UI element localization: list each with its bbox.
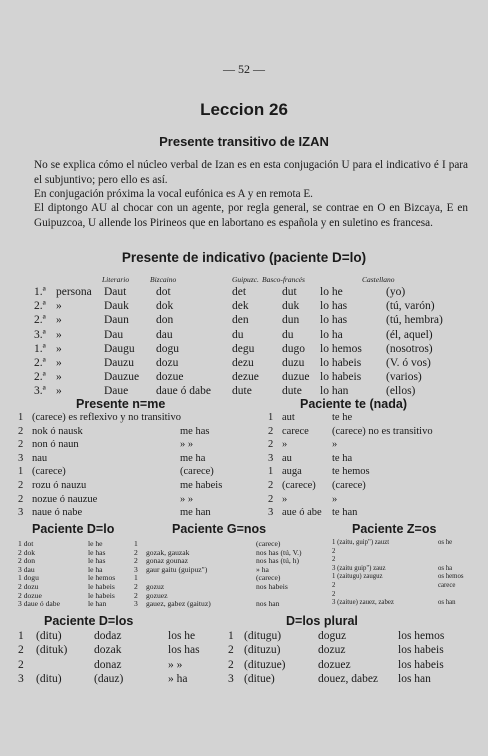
paciente-nos-row-cell: 1 bbox=[134, 539, 138, 548]
paciente-nos-row-cell: 2 bbox=[134, 582, 138, 591]
indicative-row-cell: dut bbox=[282, 286, 297, 298]
indicative-row-cell: duzue bbox=[282, 371, 310, 384]
indicative-row-cell: dute bbox=[232, 385, 252, 398]
paciente-lo-row-cell: le has bbox=[88, 556, 106, 566]
indicative-row-cell: (V. ó vos) bbox=[386, 357, 431, 369]
indicative-row-cell: 2.ª bbox=[34, 314, 46, 327]
nme-row-cell: me ha bbox=[180, 452, 206, 464]
presente-nme-heading: Presente n=me bbox=[76, 397, 166, 411]
los-plural-row bbox=[0, 673, 488, 686]
lesson-title: Leccion 26 bbox=[200, 100, 288, 119]
los-plural-row bbox=[0, 644, 488, 657]
indicative-row-cell: don bbox=[156, 314, 174, 327]
indicative-row-cell: lo han bbox=[320, 385, 349, 398]
paciente-os-row bbox=[0, 599, 488, 612]
los-plural-row-cell: (ditue) bbox=[244, 673, 275, 686]
los-plural-row-cell: los habeis bbox=[398, 658, 444, 671]
nme-row-cell: (carece) es reflexivo y no transitivo bbox=[32, 412, 181, 423]
paciente-lo-row-cell: le ha bbox=[88, 564, 103, 574]
col-basco-frances: Basco-francés bbox=[262, 275, 305, 284]
indicative-row bbox=[0, 357, 488, 370]
indicative-row-cell: Daut bbox=[104, 286, 127, 298]
paciente-os-row-cell: 3 (zaitu guip") zauz bbox=[332, 564, 386, 572]
te-row-cell: auga bbox=[282, 466, 302, 478]
paciente-los-row-cell: » » bbox=[168, 658, 183, 671]
te-row-cell: te he bbox=[332, 412, 353, 423]
te-row bbox=[0, 466, 488, 479]
paciente-lo-row-cell: 1 dogu bbox=[18, 573, 39, 583]
indicative-row-cell: » bbox=[56, 342, 62, 355]
te-row-cell: 1 bbox=[268, 466, 274, 478]
indicative-row bbox=[0, 329, 488, 342]
nme-row-cell: non ó naun bbox=[32, 439, 79, 451]
indicative-row bbox=[0, 385, 488, 398]
indicative-row-cell: det bbox=[232, 286, 247, 298]
te-row-cell: aut bbox=[282, 412, 295, 423]
te-row-cell: 2 bbox=[268, 480, 274, 491]
lesson-subtitle: Presente transitivo de IZAN bbox=[159, 134, 329, 149]
paciente-nos-row-cell: 3 bbox=[134, 564, 138, 574]
paciente-os-row-cell: os hemos bbox=[438, 573, 464, 581]
los-plural-row-cell: (ditugu) bbox=[244, 630, 282, 642]
te-row-cell: 2 bbox=[268, 425, 274, 437]
indicative-row-cell: » bbox=[56, 385, 62, 398]
paciente-lo-row-cell: le has bbox=[88, 547, 106, 557]
indicative-row-cell: dute bbox=[282, 385, 302, 398]
paciente-nos-row-cell: 3 bbox=[134, 599, 138, 609]
paciente-lo-row-cell: 3 dau bbox=[18, 564, 35, 574]
paciente-los-row-cell: (dauz) bbox=[94, 673, 124, 686]
indicative-row-cell: 3.ª bbox=[34, 328, 46, 341]
indicative-row-cell: duk bbox=[282, 300, 300, 313]
paciente-os-row-cell: 2 bbox=[332, 590, 336, 598]
indicative-row-cell: » bbox=[56, 371, 62, 384]
te-row-cell: » bbox=[332, 439, 338, 451]
los-plural-row-cell: dozuez bbox=[318, 658, 351, 671]
te-row-cell: » bbox=[332, 493, 338, 505]
te-row-cell: te hemos bbox=[332, 466, 370, 478]
los-plural-row-cell: los hemos bbox=[398, 630, 445, 642]
los-plural-row-cell: dozuz bbox=[318, 644, 346, 657]
paciente-lo-row-cell: le he bbox=[88, 539, 103, 548]
paciente-lo-row-cell: le hemos bbox=[88, 573, 116, 583]
indicative-row bbox=[0, 343, 488, 356]
paciente-lo-row-cell: 1 dot bbox=[18, 539, 34, 548]
paciente-nos-row-cell: » ha bbox=[256, 564, 269, 574]
indicative-row bbox=[0, 300, 488, 313]
paciente-nos-row-cell: gozuz bbox=[146, 582, 165, 591]
indicative-row-cell: (él, aquel) bbox=[386, 328, 433, 341]
paciente-nos-row-cell: gozak, gauzak bbox=[146, 547, 190, 557]
te-row bbox=[0, 453, 488, 466]
indicative-row-cell: Dau bbox=[104, 328, 124, 341]
paciente-os-row-cell: 1 (zaitu, guip") zauzt bbox=[332, 539, 390, 546]
indicative-row-cell: (tú, varón) bbox=[386, 300, 435, 313]
nme-row-cell: me han bbox=[180, 507, 211, 519]
indicative-row bbox=[0, 314, 488, 327]
paciente-los-row-cell: » ha bbox=[168, 673, 188, 686]
te-row-cell: carece bbox=[282, 425, 309, 437]
paciente-nos-row-cell: nos has (tú, h) bbox=[256, 556, 300, 566]
indicative-row-cell: dugo bbox=[282, 342, 305, 355]
paciente-os-row-cell: 2 bbox=[332, 556, 336, 564]
indicative-row-cell: dun bbox=[282, 314, 300, 327]
indicative-row-cell: Dauzu bbox=[104, 357, 135, 369]
los-plural-row-cell: (dituzu) bbox=[244, 644, 281, 657]
indicative-row-cell: Dauzue bbox=[104, 371, 140, 384]
intro-paragraph-1: No se explica cómo el núcleo verbal de Izan es en esta conjugación U para el indicativo é I para el subjuntivo; pero ello es así. bbox=[34, 159, 468, 186]
col-castellano: Castellano bbox=[362, 275, 395, 284]
paciente-os-row-cell: os han bbox=[438, 599, 456, 607]
paciente-lo-row-cell: 2 dozue bbox=[18, 590, 42, 600]
te-row-cell: au bbox=[282, 452, 292, 464]
paciente-lo-row-cell: le habeis bbox=[88, 582, 115, 591]
los-plural-row-cell: 3 bbox=[228, 673, 234, 686]
indicative-row-cell: degu bbox=[232, 342, 255, 355]
paciente-os-row-cell: 1 (zaitugu) zauguz bbox=[332, 573, 383, 581]
paciente-los-row-cell: (ditu) bbox=[36, 673, 62, 686]
indicative-row-cell: lo ha bbox=[320, 328, 343, 341]
nme-row-cell: 1 bbox=[18, 412, 24, 423]
paciente-los-row-cell: los has bbox=[168, 644, 200, 657]
paciente-los-row-cell: 2 bbox=[18, 644, 24, 657]
te-row bbox=[0, 412, 488, 425]
los-plural-row-cell: 1 bbox=[228, 630, 234, 642]
te-row bbox=[0, 439, 488, 452]
nme-row-cell: nozue ó nauzue bbox=[32, 493, 98, 505]
paciente-lo-row-cell: le habeis bbox=[88, 590, 115, 600]
te-row bbox=[0, 480, 488, 493]
paciente-nos-row-cell: 2 bbox=[134, 556, 138, 566]
paciente-nos-row-cell: 2 bbox=[134, 590, 138, 600]
indicative-row-cell: lo habeis bbox=[320, 357, 362, 369]
paciente-nos-row-cell: nos has (tú, V.) bbox=[256, 547, 302, 557]
nme-row-cell: rozu ó nauzu bbox=[32, 480, 87, 491]
paciente-nos-row-cell: nos han bbox=[256, 599, 280, 609]
paciente-lo-row-cell: 2 dozu bbox=[18, 582, 39, 591]
indicative-row-cell: dau bbox=[156, 328, 173, 341]
paciente-nos-row-cell: nos habeis bbox=[256, 582, 288, 591]
paciente-lo-row-cell: le han bbox=[88, 599, 107, 609]
indicative-row-cell: lo hemos bbox=[320, 342, 362, 355]
indicative-row-cell: lo has bbox=[320, 314, 348, 327]
indicative-row-cell: 3.ª bbox=[34, 385, 46, 398]
indicative-row-cell: » bbox=[56, 314, 62, 327]
indicative-row-cell: dozu bbox=[156, 357, 179, 369]
indicative-row-cell: 2.ª bbox=[34, 371, 46, 384]
los-plural-row-cell: douez, dabez bbox=[318, 673, 379, 686]
indicative-row-cell: Dauk bbox=[104, 300, 129, 313]
paciente-nos-row-cell: gauez, gabez (gaituz) bbox=[146, 599, 211, 609]
te-row-cell: 3 bbox=[268, 452, 274, 464]
paciente-os-row-cell: 2 bbox=[332, 582, 336, 589]
nme-row-cell: (carece) bbox=[180, 466, 214, 478]
indicative-row-cell: dezue bbox=[232, 371, 259, 384]
paciente-nos-row-cell: (carece) bbox=[256, 573, 281, 583]
paciente-nos-row-cell: gaur gaitu (guipuz") bbox=[146, 564, 208, 574]
paciente-los-row-cell: (dituk) bbox=[36, 644, 68, 657]
te-row-cell: (carece) bbox=[282, 480, 316, 491]
indicative-row-cell: du bbox=[282, 328, 294, 341]
indicative-row-cell: du bbox=[232, 328, 244, 341]
indicative-row-cell: (varios) bbox=[386, 371, 422, 384]
los-plural-row-cell: 2 bbox=[228, 644, 234, 657]
indicative-row-cell: dok bbox=[156, 300, 174, 313]
indicative-row-cell: dogu bbox=[156, 342, 179, 355]
paciente-nos-row-cell: 1 bbox=[134, 573, 138, 583]
los-plural-row-cell: doguz bbox=[318, 630, 347, 642]
los-plural-row-cell: los han bbox=[398, 673, 431, 686]
indicative-row-cell: dezu bbox=[232, 357, 254, 369]
indicative-row-cell: 1.ª bbox=[34, 286, 46, 298]
paciente-nos-row-cell: 2 bbox=[134, 547, 138, 557]
te-row-cell: 2 bbox=[268, 493, 274, 505]
nme-row-cell: (carece) bbox=[32, 466, 66, 478]
indicative-row-cell: Daue bbox=[104, 385, 129, 398]
paciente-los-row-cell: donaz bbox=[94, 658, 122, 671]
nme-row-cell: » » bbox=[180, 493, 194, 505]
nme-row-cell: 2 bbox=[18, 439, 24, 451]
paciente-os-heading: Paciente Z=os bbox=[352, 522, 437, 536]
paciente-lo-row-cell: 2 dok bbox=[18, 547, 36, 557]
nme-row-cell: me has bbox=[180, 425, 210, 437]
te-row-cell: » bbox=[282, 439, 288, 451]
paciente-nos-row-cell: gonaz gounaz bbox=[146, 556, 188, 566]
indicative-row-cell: (nosotros) bbox=[386, 342, 433, 355]
los-plural-row bbox=[0, 659, 488, 672]
paciente-los-heading: Paciente D=los bbox=[44, 614, 134, 628]
te-row-cell: » bbox=[282, 493, 288, 505]
nme-row-cell: nau bbox=[32, 452, 48, 464]
intro-paragraph-3: El diptongo AU al chocar con un agente, por regla general, se contrae en O en Bizcaya, E en Guipuzcoa, U allende los Pirineos que en labortano es española y en suletino es francesa. bbox=[34, 202, 468, 229]
intro-paragraph-2: En conjugación próxima la vocal eufónica es A y en remota E. bbox=[34, 188, 313, 200]
los-plural-row bbox=[0, 630, 488, 643]
paciente-los-row-cell: (ditu) bbox=[36, 630, 62, 642]
los-plural-row-cell: 2 bbox=[228, 658, 234, 671]
te-row bbox=[0, 494, 488, 507]
te-row-cell: 1 bbox=[268, 412, 274, 423]
indicative-row-cell: Daugu bbox=[104, 342, 135, 355]
indicative-row bbox=[0, 286, 488, 299]
te-row-cell: (carece) no es transitivo bbox=[332, 425, 433, 437]
nme-row-cell: 3 bbox=[18, 452, 24, 464]
paciente-os-row-cell: os ha bbox=[438, 564, 453, 572]
indicative-row-cell: persona bbox=[56, 286, 92, 298]
indicative-row-cell: (tú, hembra) bbox=[386, 314, 443, 327]
paciente-los-row-cell: 2 bbox=[18, 658, 24, 671]
nme-row-cell: me habeis bbox=[180, 480, 223, 491]
los-plural-row-cell: (dituzue) bbox=[244, 658, 286, 671]
indicative-row-cell: 2.ª bbox=[34, 357, 46, 369]
indicative-row-cell: lo habeis bbox=[320, 371, 362, 384]
paciente-lo-row-cell: 2 don bbox=[18, 556, 36, 566]
nme-row-cell: 3 bbox=[18, 507, 24, 519]
paciente-os-row-cell: 2 bbox=[332, 547, 336, 555]
paciente-os-row-cell: carece bbox=[438, 582, 456, 589]
te-row-cell: aue ó abe bbox=[282, 507, 322, 519]
indicative-row-cell: dek bbox=[232, 300, 249, 313]
indicative-row-cell: Daun bbox=[104, 314, 129, 327]
indicative-row-cell: lo he bbox=[320, 286, 343, 298]
col-bizcaino: Bizcaino bbox=[150, 275, 177, 284]
indicative-row bbox=[0, 371, 488, 384]
paciente-te-heading: Paciente te (nada) bbox=[300, 397, 407, 411]
paciente-os-row-cell: 3 (zaitue) zauez, zabez bbox=[332, 599, 394, 607]
los-plural-row-cell: los habeis bbox=[398, 644, 444, 657]
los-plural-heading: D=los plural bbox=[286, 614, 358, 628]
paciente-los-row-cell: 3 bbox=[18, 673, 24, 686]
page-number: — 52 — bbox=[223, 62, 265, 76]
nme-row-cell: » » bbox=[180, 439, 194, 451]
paciente-los-row-cell: dodaz bbox=[94, 630, 122, 642]
col-literario: Literario bbox=[102, 275, 130, 284]
indicative-row-cell: » bbox=[56, 300, 62, 313]
paciente-los-row-cell: 1 bbox=[18, 630, 24, 642]
te-row-cell: (carece) bbox=[332, 480, 366, 491]
nme-row-cell: 1 bbox=[18, 466, 24, 478]
paciente-os-row-cell: os he bbox=[438, 539, 453, 546]
paciente-nos-heading: Paciente G=nos bbox=[172, 522, 267, 536]
te-row-cell: 3 bbox=[268, 507, 274, 519]
te-row bbox=[0, 507, 488, 520]
paciente-los-row-cell: dozak bbox=[94, 644, 122, 657]
paciente-los-row-cell: los he bbox=[168, 630, 196, 642]
col-guipuzc: Guipuzc. bbox=[232, 275, 259, 284]
indicative-row-cell: duzu bbox=[282, 357, 305, 369]
indicative-row-cell: lo has bbox=[320, 300, 348, 313]
nme-row-cell: 2 bbox=[18, 493, 24, 505]
nme-row-cell: nok ó nausk bbox=[32, 425, 83, 437]
te-row-cell: te han bbox=[332, 507, 358, 519]
indicative-row-cell: 1.ª bbox=[34, 342, 46, 355]
indicative-row-cell: (yo) bbox=[386, 286, 406, 298]
nme-row-cell: 2 bbox=[18, 480, 24, 491]
indicative-row-cell: 2.ª bbox=[34, 300, 46, 313]
nme-row-cell: 2 bbox=[18, 425, 24, 437]
paciente-nos-row-cell: gozuez bbox=[146, 590, 168, 600]
paciente-nos-row-cell: (carece) bbox=[256, 539, 281, 548]
indicative-row-cell: daue ó dabe bbox=[156, 385, 211, 398]
indicative-row-cell: » bbox=[56, 328, 62, 341]
paciente-lo-heading: Paciente D=lo bbox=[32, 522, 115, 536]
indicative-row-cell: den bbox=[232, 314, 249, 327]
indicative-row-cell: dot bbox=[156, 286, 171, 298]
indicative-heading: Presente de indicativo (paciente D=lo) bbox=[121, 250, 367, 265]
te-row-cell: 2 bbox=[268, 439, 274, 451]
indicative-row-cell: dozue bbox=[156, 371, 184, 384]
paciente-lo-row-cell: 3 daue ó dabe bbox=[18, 599, 60, 609]
nme-row-cell: naue ó nabe bbox=[32, 507, 83, 519]
indicative-row-cell: (ellos) bbox=[386, 385, 416, 398]
te-row bbox=[0, 426, 488, 439]
indicative-row-cell: » bbox=[56, 357, 62, 369]
te-row-cell: te ha bbox=[332, 452, 353, 464]
